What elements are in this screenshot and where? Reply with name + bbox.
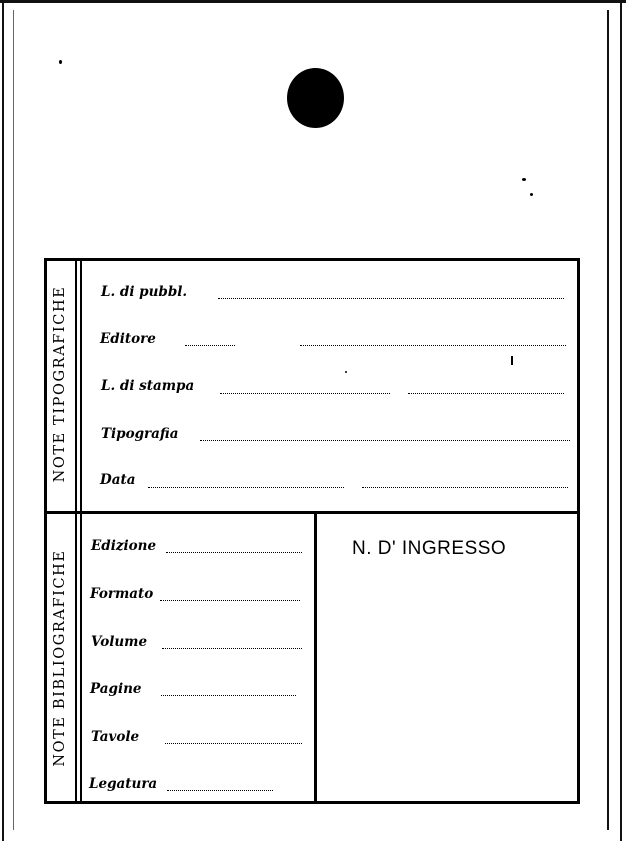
card-right-outer-edge [620,0,622,841]
field-line-tipografia [200,440,570,441]
frame-left-border [44,258,47,804]
card-left-inner-edge [13,10,14,830]
field-line-edizione [166,552,302,553]
section-divider [44,511,580,514]
field-line-pagine [161,695,296,696]
ingresso-divider [314,513,317,804]
field-line-luogo-pubblicazione [218,298,564,299]
field-line-data [148,487,344,488]
card-right-edge [607,10,609,830]
card-top-edge [0,0,626,3]
field-label-formato: Formato [90,586,154,602]
punch-hole [287,68,344,128]
field-label-pagine: Pagine [90,681,142,697]
frame-right-border [577,258,580,804]
field-line-luogo-stampa [220,393,390,394]
field-label-tavole: Tavole [91,729,140,745]
field-line-editore [300,345,566,346]
label-column-rule [75,258,77,804]
speck [59,60,62,64]
field-line-formato [160,600,300,601]
card-left-edge [2,0,4,841]
field-label-luogo-pubblicazione: L. di pubbl. [101,284,188,300]
frame-bottom-border [44,801,580,804]
speck [530,193,533,196]
field-line-editore [185,345,235,346]
speck [522,178,526,181]
note-bibliografiche-label: NOTE BIBLIOGRAFICHE [52,549,68,767]
field-label-tipografia: Tipografia [101,426,179,442]
note-tipografiche-label: NOTE TIPOGRAFICHE [52,285,68,483]
field-line-tavole [165,743,302,744]
field-label-edizione: Edizione [91,538,157,554]
field-label-volume: Volume [91,634,148,650]
field-line-luogo-stampa [408,393,564,394]
field-line-volume [162,648,302,649]
field-label-editore: Editore [100,331,156,347]
numero-ingresso-heading: N. D' INGRESSO [352,538,507,559]
field-line-legatura [167,790,273,791]
field-line-data [362,487,568,488]
field-label-luogo-stampa: L. di stampa [101,378,195,394]
label-column-rule [80,258,82,804]
field-label-data: Data [100,472,136,488]
frame-top-border [44,258,580,261]
field-label-legatura: Legatura [89,776,158,792]
